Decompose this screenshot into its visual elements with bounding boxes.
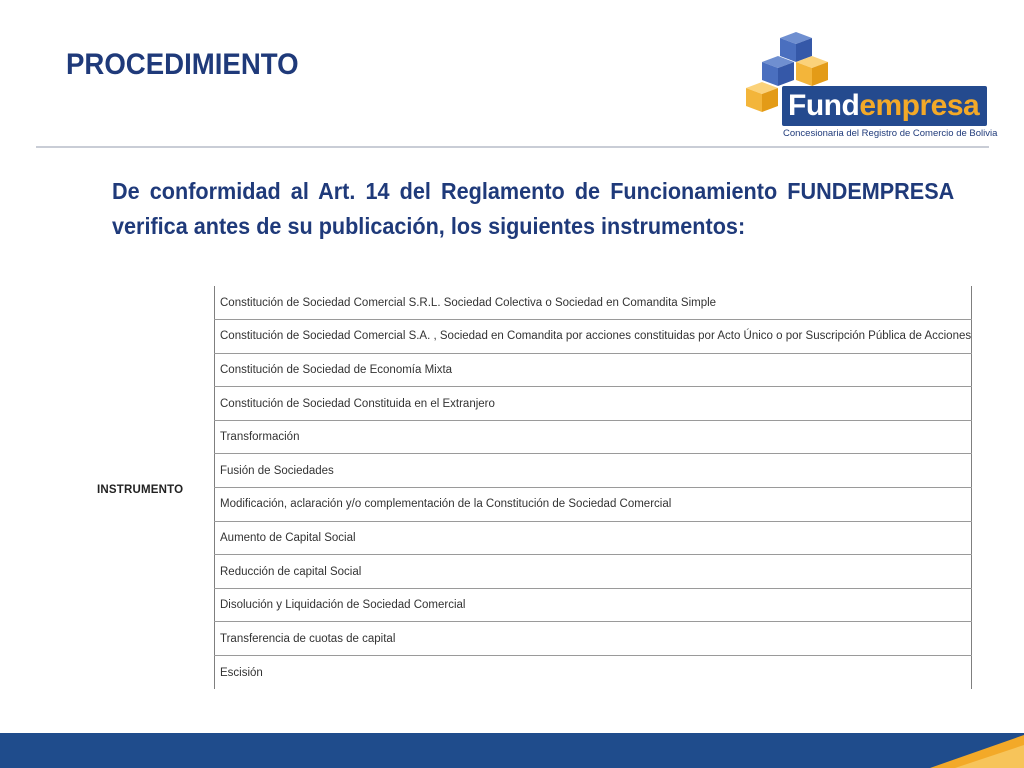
fundempresa-logo bbox=[744, 32, 998, 144]
table-row bbox=[215, 488, 972, 522]
instruments-table bbox=[214, 286, 972, 689]
table-row bbox=[215, 420, 972, 454]
title-divider bbox=[36, 146, 989, 148]
table-row bbox=[215, 320, 972, 354]
table-cell: Constitución de Sociedad Constituida en el Extranjero bbox=[215, 387, 972, 421]
table-row bbox=[215, 622, 972, 656]
table-row bbox=[215, 286, 972, 320]
table-cell: Modificación, aclaración y/o complementación de la Constitución de Sociedad Comercial bbox=[215, 488, 972, 522]
table-row bbox=[215, 555, 972, 589]
table-cell: Reducción de capital Social bbox=[215, 555, 972, 589]
intro-paragraph: De conformidad al Art. 14 del Reglamento de Funcionamiento FUNDEMPRESA verifica antes de su publicación, los siguientes instrumentos: bbox=[112, 178, 955, 239]
table-cell: Fusión de Sociedades bbox=[215, 454, 972, 488]
logo-tagline: Concesionaria del Registro de Comercio de Bolivia bbox=[783, 128, 998, 139]
table-row bbox=[215, 454, 972, 488]
table-cell: Disolución y Liquidación de Sociedad Comercial bbox=[215, 588, 972, 622]
logo-word-accent: empresa bbox=[859, 89, 980, 122]
logo-wordmark bbox=[782, 86, 987, 126]
table-row bbox=[215, 521, 972, 555]
table-cell: Escisión bbox=[215, 656, 972, 690]
table-row bbox=[215, 588, 972, 622]
slide-title: PROCEDIMIENTO bbox=[66, 48, 299, 81]
table-cell: Constitución de Sociedad de Economía Mixta bbox=[215, 353, 972, 387]
table-cell: Transferencia de cuotas de capital bbox=[215, 622, 972, 656]
table-row bbox=[215, 656, 972, 690]
logo-word-main: Fund bbox=[788, 89, 860, 122]
table-row bbox=[215, 387, 972, 421]
table-cell: Constitución de Sociedad Comercial S.A. , Sociedad en Comandita por acciones constituidas por Acto Único o por Suscripción Pública de Acciones bbox=[215, 320, 972, 354]
table-cell: Transformación bbox=[215, 420, 972, 454]
table-row bbox=[215, 353, 972, 387]
table-cell: Aumento de Capital Social bbox=[215, 521, 972, 555]
table-cell: Constitución de Sociedad Comercial S.R.L. Sociedad Colectiva o Sociedad en Comandita Simple bbox=[215, 286, 972, 320]
footer-gold-stripe bbox=[0, 733, 1024, 768]
instrument-row-header: INSTRUMENTO bbox=[97, 484, 184, 496]
